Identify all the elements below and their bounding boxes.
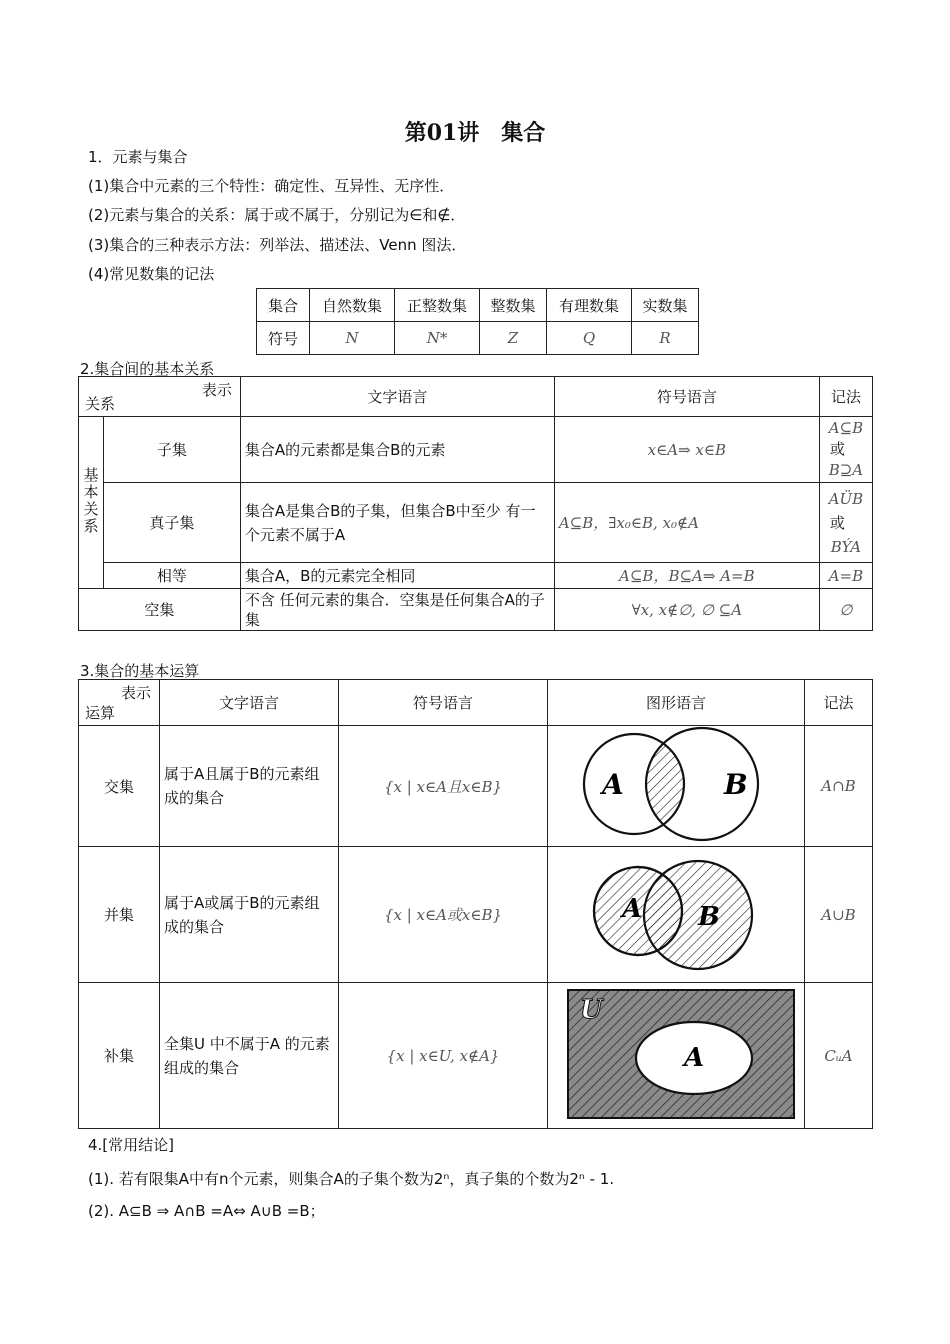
set-b-label: B bbox=[698, 901, 720, 932]
section-4-heading: 4.[常用结论] bbox=[88, 1136, 175, 1154]
corner-header bbox=[79, 680, 160, 726]
table-row bbox=[79, 563, 873, 589]
note-line: BÝA bbox=[830, 537, 862, 556]
column-header: 图形语言 bbox=[548, 680, 805, 726]
relations-table bbox=[78, 376, 873, 631]
row-text: 属于A或属于B的元素组成的集合 bbox=[160, 847, 339, 983]
table-row bbox=[79, 589, 873, 631]
set-b-label: B bbox=[724, 768, 748, 801]
table-row bbox=[79, 483, 873, 563]
column-header: 文字语言 bbox=[240, 377, 554, 417]
group-label-cell bbox=[79, 417, 104, 589]
row-symbol: {x | x∈A且x∈B} bbox=[339, 726, 548, 847]
table-cell: 集合 bbox=[257, 289, 310, 322]
row-symbol: {x | x∈U, x∉A} bbox=[339, 983, 548, 1129]
intersection-diagram-cell bbox=[548, 726, 805, 847]
column-header: 记法 bbox=[805, 680, 873, 726]
table-row bbox=[257, 322, 699, 355]
row-symbol: {x | x∈A或x∈B} bbox=[339, 847, 548, 983]
row-text: 集合A，B的元素完全相同 bbox=[240, 563, 554, 589]
row-symbol: x∈A⇒ x∈B bbox=[554, 417, 819, 483]
row-symbol: A⊆B，∃x₀∈B, x₀∉A bbox=[554, 483, 819, 563]
table-cell: 自然数集 bbox=[310, 289, 395, 322]
row-name: 补集 bbox=[79, 983, 160, 1129]
note-line: AÜB bbox=[828, 489, 864, 508]
table-cell: N* bbox=[395, 322, 480, 355]
number-sets-table bbox=[256, 288, 699, 355]
page-title: 第01讲 集合 bbox=[404, 120, 546, 146]
row-note: A∩B bbox=[805, 726, 873, 847]
table-cell: Q bbox=[547, 322, 632, 355]
row-name: 并集 bbox=[79, 847, 160, 983]
corner-bottom-label: 运算 bbox=[85, 704, 116, 722]
table-cell: N bbox=[310, 322, 395, 355]
note-line: 或 bbox=[829, 513, 845, 532]
note-line: B⊇A bbox=[828, 461, 864, 479]
table-cell: 正整数集 bbox=[395, 289, 480, 322]
corner-bottom-label: 关系 bbox=[85, 395, 116, 413]
note-line: 或 bbox=[829, 440, 845, 458]
table-cell: Z bbox=[480, 322, 547, 355]
row-symbol: ∀x, x∉∅, ∅ ⊆A bbox=[554, 589, 819, 631]
set-a-label: A bbox=[684, 1042, 705, 1073]
row-name: 空集 bbox=[79, 589, 241, 631]
table-cell: 有理数集 bbox=[547, 289, 632, 322]
row-note: ∅ bbox=[819, 589, 872, 631]
union-venn-diagram bbox=[586, 853, 766, 973]
row-text: 集合A的元素都是集合B的元素 bbox=[240, 417, 554, 483]
set-a-label: A bbox=[622, 893, 643, 924]
paragraph-4: (4)常见数集的记法 bbox=[88, 265, 215, 283]
section-1-heading: 1．元素与集合 bbox=[88, 148, 188, 166]
corner-top-label: 表示 bbox=[120, 684, 151, 702]
row-text: 全集U 中不属于A 的元素组成的集合 bbox=[160, 983, 339, 1129]
table-row bbox=[79, 377, 873, 417]
paragraph-2: (2)元素与集合的关系：属于或不属于，分别记为∈和∉． bbox=[88, 206, 466, 224]
complement-venn-diagram bbox=[556, 984, 796, 1124]
corner-top-label: 表示 bbox=[201, 381, 232, 399]
table-cell: 符号 bbox=[257, 322, 310, 355]
intersection-venn-diagram bbox=[576, 726, 776, 842]
row-note bbox=[819, 417, 872, 483]
paragraph-3: (3)集合的三种表示方法：列举法、描述法、Venn 图法． bbox=[88, 236, 467, 254]
row-name: 交集 bbox=[79, 726, 160, 847]
row-text: 集合A是集合B的子集，但集合B中至少 有一个元素不属于A bbox=[240, 483, 554, 563]
row-text: 属于A且属于B的元素组成的集合 bbox=[160, 726, 339, 847]
operations-table bbox=[78, 679, 873, 1129]
table-cell: 整数集 bbox=[480, 289, 547, 322]
row-note: CᵤA bbox=[805, 983, 873, 1129]
conclusion-2: (2). A⊆B ⇒ A∩B =A⇔ A∪B =B； bbox=[88, 1202, 325, 1220]
table-row bbox=[79, 726, 873, 847]
row-note bbox=[819, 483, 872, 563]
section-3-heading: 3.集合的基本运算 bbox=[80, 662, 200, 680]
table-cell: 实数集 bbox=[632, 289, 699, 322]
row-note: A=B bbox=[819, 563, 872, 589]
table-row bbox=[257, 289, 699, 322]
row-symbol: A⊆B，B⊆A⇒ A=B bbox=[554, 563, 819, 589]
note-line: A⊆B bbox=[828, 419, 864, 437]
set-a-label: A bbox=[602, 768, 624, 801]
universal-set-label: U bbox=[580, 994, 603, 1025]
row-note: A∪B bbox=[805, 847, 873, 983]
corner-header bbox=[79, 377, 241, 417]
group-label: 基本关系 bbox=[81, 466, 100, 535]
row-name: 子集 bbox=[104, 417, 241, 483]
column-header: 符号语言 bbox=[554, 377, 819, 417]
union-diagram-cell bbox=[548, 847, 805, 983]
row-name: 相等 bbox=[104, 563, 241, 589]
column-header: 符号语言 bbox=[339, 680, 548, 726]
row-name: 真子集 bbox=[104, 483, 241, 563]
column-header: 文字语言 bbox=[160, 680, 339, 726]
table-row bbox=[79, 680, 873, 726]
table-cell: R bbox=[632, 322, 699, 355]
table-row bbox=[79, 983, 873, 1129]
paragraph-1: (1)集合中元素的三个特性：确定性、互异性、无序性． bbox=[88, 177, 455, 195]
column-header: 记法 bbox=[819, 377, 872, 417]
section-2-heading: 2.集合间的基本关系 bbox=[80, 360, 215, 378]
complement-diagram-cell bbox=[548, 983, 805, 1129]
conclusion-1: (1). 若有限集A中有n个元素，则集合A的子集个数为2ⁿ，真子集的个数为2ⁿ - 1. bbox=[88, 1170, 615, 1188]
table-row bbox=[79, 847, 873, 983]
table-row bbox=[79, 417, 873, 483]
row-text: 不含 任何元素的集合．空集是任何集合A的子集 bbox=[240, 589, 554, 631]
